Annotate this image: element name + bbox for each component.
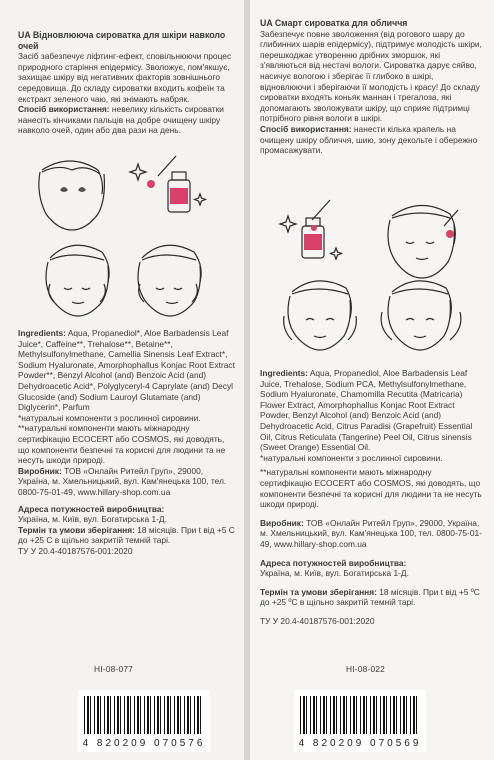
product-intro: Забезпечує повне зволоження (від рогового шару до глибинних шарів епідермісу), підтримує молодість шкіри, перешкоджає утворенню дрібних зморшок, які з'являються від нестачі вологи. Сироватка дарує сяйво, насичує вологою і зберігає її глибоко в шкірі, відновлюючи і зберігаючи її молодість і красу! До складу сироватки входять коньяк маннан і трегалоза, які допомагають зволожувати шкіру, що сприяє підтримці потрібного рівня вологи в шкірі. (260, 28, 482, 124)
producer-text: ТОВ «Онлайн Ритейл Груп», 29000, Україна, м. Хмельницький, вул. Кам'янецька 100, тел. 0800-75-01-49, www.hillary-shop.com.ua (18, 465, 227, 497)
left-composition (18, 328, 236, 556)
face-eye-patch-icon (39, 161, 105, 230)
address-text: Україна, м. Київ, вул. Богатирська 1-Д. (18, 514, 167, 525)
producer-text: ТОВ «Онлайн Ритейл Груп», 29000, Україна, м. Хмельницький, вул. Кам'янецька 100, тел. 0800-75-01-49, www.hillary-shop.com.ua (260, 517, 482, 549)
address-label: Адреса потужностей виробництва: (18, 503, 165, 514)
product-title: UA Відновлююча сироватка для шкіри навколо очей (18, 30, 226, 51)
right-label-panel (250, 0, 494, 760)
ingredients-text: Aqua, Propanediol*, Aloe Barbadensis Leaf Juice*, Caffeine**, Trehalose**, Betaine**, Methylsulfonylmethane, Camellia Sinensis Leaf Extract*, Sodium Hyaluronate, Amorphophallus Konjac Root Extract Powder**, Benzyl Alcohol (and) Benzoic Acid (and) Dehydroacetic Acid*, Polyglyceryl-4 Caprylate (and) Decyl Glucoside (and) Sodium Lauroyl Glutamate (and) Diglycerin*, Parfum (18, 328, 235, 413)
face-massage-icon (381, 281, 461, 350)
barcode (78, 690, 210, 752)
address-label: Адреса потужностей виробництва: (260, 557, 407, 568)
usage-label: Спосіб використання: (18, 104, 110, 115)
address-text: Україна, м. Київ, вул. Богатирська 1-Д. (260, 568, 409, 579)
right-description (260, 18, 484, 156)
serum-bottle-icon (158, 156, 190, 212)
ingredients-text: Aqua, Propanediol, Aloe Barbadensis Leaf Juice, Trehalose, Sodium PCA, Methylsulfonylmethane, Sodium Hyaluronate, Chamomilla Recutita (Matricaria) Flower Extract, Amorphophallus Konjac Root Extract Powder, Benzyl Alcohol (and) Benzoic Acid (and) Dehydroacetic Acid, Citrus Paradisi (Grapefruit) Essential Oil, Citrus Reticulata (Tangerine) Peel Oil, Citrus sinensis (Sweet Orange) Essential Oil. (260, 368, 473, 453)
ingredients-label: Ingredients: (18, 328, 66, 338)
storage-label: Термін та умови зберігання: (18, 524, 135, 535)
ingredients-label: Ingredients: (260, 368, 308, 378)
face-3-icon (138, 245, 201, 316)
barcode-bars (300, 696, 420, 734)
left-description (18, 30, 236, 136)
cert-note: **натуральні компоненти мають міжнародну сертифікацію ECOCERT або COSMOS, які доводять, що компоненти безпечні та корисні для людини та не несуть шкоди природі. (18, 423, 226, 466)
storage-label: Термін та умови зберігання: (260, 586, 377, 597)
barcode-digits: 4 820209 070576 (82, 738, 206, 749)
tu-code: ТУ У 20.4-40187576-001:2020 (18, 545, 133, 556)
natural-note: *натуральні компоненти з рослинної сировини. (260, 452, 443, 463)
product-code: HI-08-022 (346, 664, 386, 674)
product-code: HI-08-077 (94, 664, 134, 674)
storage-text: 18 місяців. При t від +5 С до +25 С в щільно закритій темній тарі. (18, 524, 235, 546)
producer-label: Виробник: (260, 517, 304, 528)
usage-text: нанести кілька крапель на очищену шкіру обличчя, шию, зону декольте і обережно промасажувати. (260, 123, 478, 156)
face-dropper-icon (388, 205, 458, 278)
barcode-digits: 4 820209 070569 (298, 738, 422, 749)
right-composition (260, 368, 484, 626)
producer-label: Виробник: (18, 465, 62, 476)
cert-note: **натуральні компоненти мають міжнародну сертифікацію ECOCERT або COSMOS, які доводять, що компоненти безпечні та корисні для людини та не несуть шкоди природі. (260, 467, 482, 510)
storage-text: 18 місяців. При t від +5 ºС до +25 ºС в щільно закритій темній тарі. (260, 586, 480, 608)
natural-note: *натуральні компоненти з рослинної сировини. (18, 412, 201, 423)
left-label-panel (0, 0, 244, 760)
barcode-bars (84, 696, 204, 734)
tu-code: ТУ У 20.4-40187576-001:2020 (260, 615, 375, 626)
usage-text: невелику кількість сироватки нанесіть кінчиками пальців на добре очищену шкіру навколо очей, один або два рази на день. (18, 104, 224, 136)
barcode (294, 690, 426, 752)
usage-label: Спосіб використання: (260, 123, 352, 134)
face-2-icon (46, 245, 109, 316)
face-massage-icon (284, 281, 357, 350)
product-intro: Засіб забезпечує ліфтинг-ефект, сповільнюючи процес природного старіння епідерміcу. Зволожує, пом'якшує, захищає шкіру від негативних факторів зовнішнього середовища. До складу сироватки входить кофеїн та екстракт зеленого чаю, які знімають набряк. (18, 51, 232, 104)
usage-illustration (274, 196, 474, 356)
product-title: UA Смарт сироватка для обличчя (260, 18, 408, 28)
usage-illustration (20, 150, 220, 320)
